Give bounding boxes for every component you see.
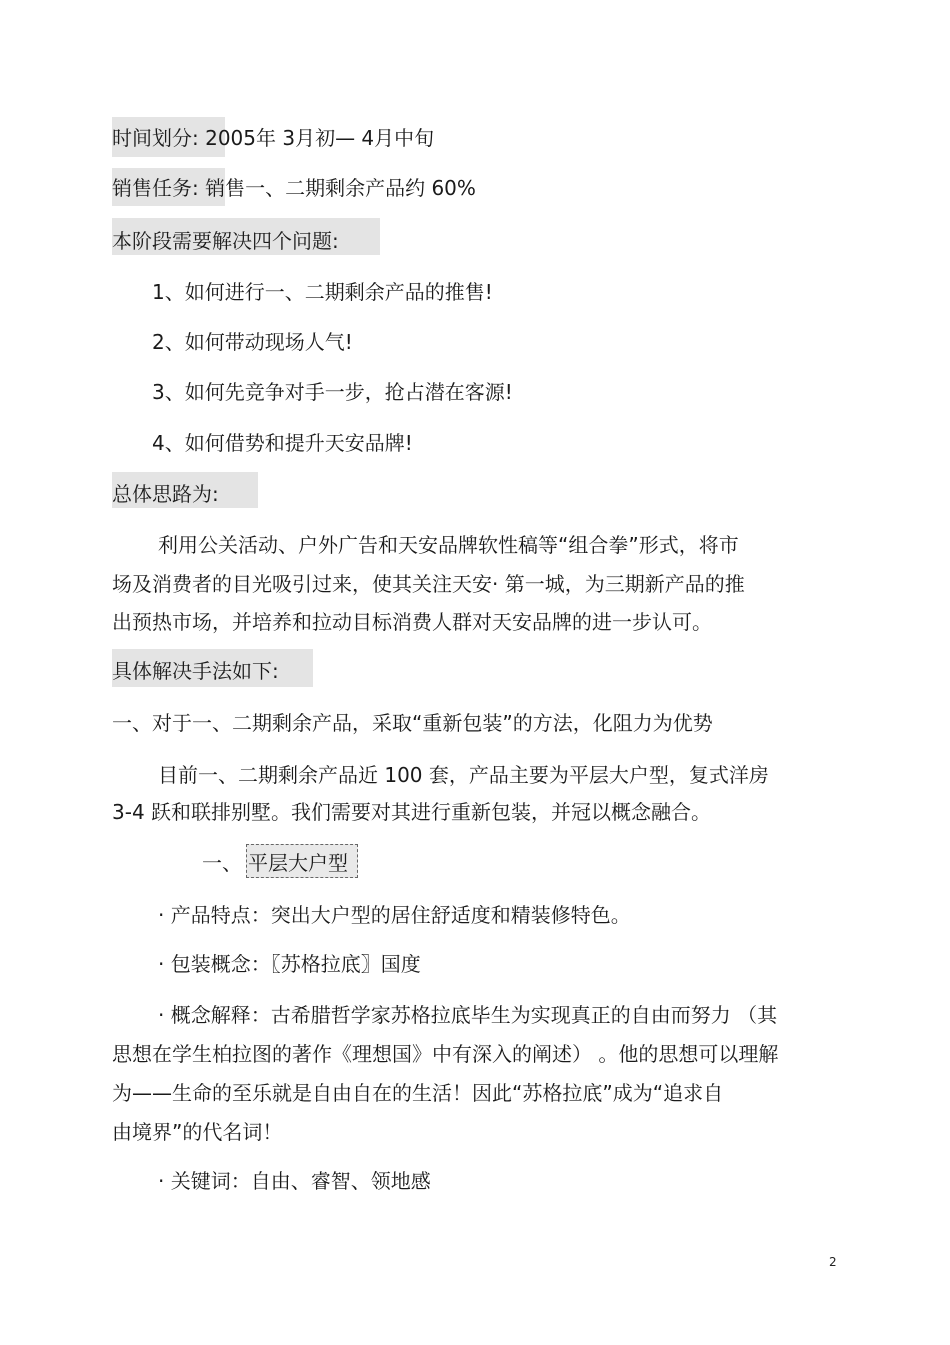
issue-item: 4、如何借势和提升天安品牌!	[152, 431, 413, 455]
overall-paragraph-line: 出预热市场，并培养和拉动目标消费人群对天安品牌的进一步认可。	[112, 610, 712, 634]
overall-paragraph-line: 利用公关活动、户外广告和天安品牌软性稿等“组合拳”形式，将市	[158, 533, 739, 557]
sub1-title: 平层大户型	[248, 851, 348, 875]
overall-heading: 总体思路为:	[112, 482, 219, 506]
sub1-prefix: 一、	[202, 851, 242, 875]
bullet-item: · 包装概念：〖苏格拉底〗国度	[158, 952, 421, 976]
concept-paragraph-line: 为——生命的至乐就是自由自在的生活！因此“苏格拉底”成为“追求自	[112, 1081, 724, 1105]
sales-task-line: 销售任务: 销售一、二期剩余产品约 60%	[112, 176, 476, 200]
section1-paragraph-line: 目前一、二期剩余产品近 100 套，产品主要为平层大户型，复式洋房	[158, 763, 769, 787]
bullet-item: · 产品特点：突出大户型的居住舒适度和精装修特色。	[158, 903, 631, 927]
section1-title: 一、对于一、二期剩余产品，采取“重新包装”的方法，化阻力为优势	[112, 711, 713, 735]
overall-paragraph-line: 场及消费者的目光吸引过来，使其关注天安· 第一城，为三期新产品的推	[112, 572, 745, 596]
issues-heading: 本阶段需要解决四个问题:	[112, 229, 339, 253]
concept-paragraph-line: 由境界”的代名词！	[112, 1120, 283, 1144]
concept-paragraph-line: 思想在学生柏拉图的著作《理想国》中有深入的阐述） 。他的思想可以理解	[112, 1042, 779, 1066]
keywords-line: · 关键词：自由、睿智、领地感	[158, 1169, 431, 1193]
page-number: 2	[829, 1255, 837, 1269]
issue-item: 3、如何先竞争对手一步，抢占潜在客源!	[152, 380, 513, 404]
concept-paragraph-line: · 概念解释：古希腊哲学家苏格拉底毕生为实现真正的自由而努力 （其	[158, 1003, 778, 1027]
issue-item: 1、如何进行一、二期剩余产品的推售!	[152, 280, 493, 304]
time-range-line: 时间划分: 2005年 3月初— 4月中旬	[112, 126, 435, 150]
issue-item: 2、如何带动现场人气!	[152, 330, 353, 354]
method-heading: 具体解决手法如下:	[112, 659, 279, 683]
section1-paragraph-line: 3-4 跃和联排别墅。我们需要对其进行重新包装，并冠以概念融合。	[112, 800, 712, 824]
